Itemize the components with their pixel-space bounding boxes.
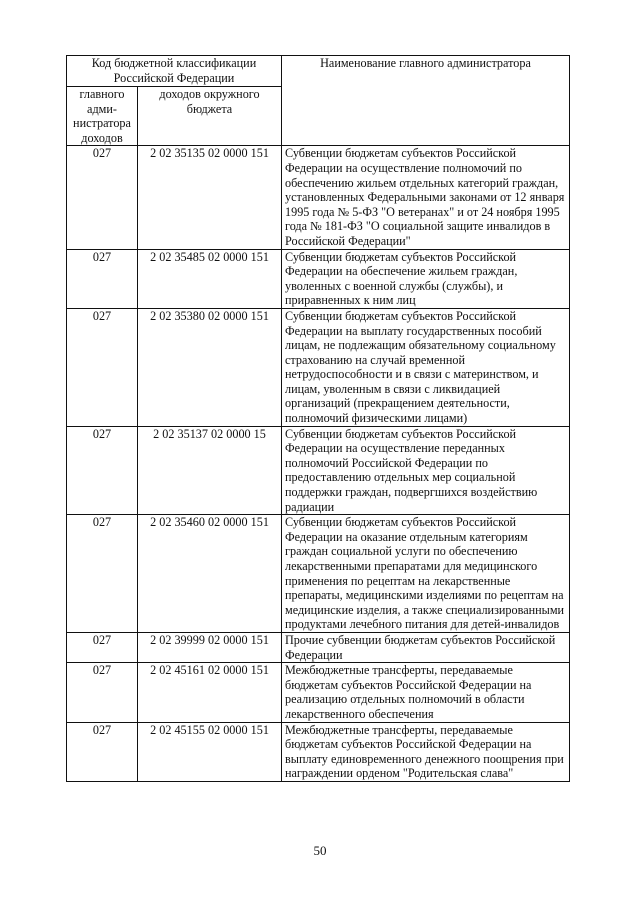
- table-body: [67, 146, 570, 782]
- administrator-code-cell: 027: [67, 146, 138, 249]
- administrator-name-header: Наименование главного администратора: [282, 56, 570, 146]
- budget-income-code-cell: 2 02 45161 02 0000 151: [138, 663, 282, 722]
- district-budget-income-header: доходов окружного бюджета: [138, 87, 282, 146]
- table-row: [67, 632, 570, 662]
- table-row: [67, 426, 570, 515]
- table-row: [67, 308, 570, 426]
- chief-administrator-header: главного адми-нистратора доходов: [67, 87, 138, 146]
- income-name-cell: Субвенции бюджетам субъектов Российской Федерации на выплату государственных пособий лицам, не подлежащим обязательному социальному страхованию на случай временной нетрудоспособности и в связи с материнством, и лицам, уволенным в связи с ликвидацией организаций (прекращением деятельности, полномочий физическими лицами): [282, 308, 570, 426]
- table-row: [67, 146, 570, 249]
- administrator-code-cell: 027: [67, 515, 138, 633]
- budget-income-code-cell: 2 02 39999 02 0000 151: [138, 632, 282, 662]
- table-row: [67, 249, 570, 308]
- table-header-row: [67, 56, 570, 87]
- budget-classification-table: [66, 55, 570, 782]
- budget-income-code-cell: 2 02 35137 02 0000 15: [138, 426, 282, 515]
- income-name-cell: Субвенции бюджетам субъектов Российской Федерации на оказание отдельным категориям граждан социальной услуги по обеспечению лекарственными препаратами для медицинского применения по рецептам на лекарственные препараты, медицинскими изделиями по рецептам на медицинские изделия, а также специализированными продуктами лечебного питания для детей-инвалидов: [282, 515, 570, 633]
- income-name-cell: Субвенции бюджетам субъектов Российской Федерации на осуществление переданных полномочий Российской Федерации по предоставлению отдельных мер социальной поддержки граждан, подвергшихся воздействию радиации: [282, 426, 570, 515]
- budget-income-code-cell: 2 02 45155 02 0000 151: [138, 722, 282, 781]
- income-name-cell: Межбюджетные трансферты, передаваемые бюджетам субъектов Российской Федерации на реализацию отдельных полномочий в области лекарственного обеспечения: [282, 663, 570, 722]
- table-row: [67, 663, 570, 722]
- budget-income-code-cell: 2 02 35380 02 0000 151: [138, 308, 282, 426]
- administrator-code-cell: 027: [67, 722, 138, 781]
- table-row: [67, 515, 570, 633]
- budget-income-code-cell: 2 02 35135 02 0000 151: [138, 146, 282, 249]
- budget-income-code-cell: 2 02 35460 02 0000 151: [138, 515, 282, 633]
- table-row: [67, 722, 570, 781]
- income-name-cell: Субвенции бюджетам субъектов Российской Федерации на осуществление полномочий по обеспечению жильем отдельных категорий граждан, установленных Федеральными законами от 12 января 1995 года № 5-ФЗ "О ветеранах" и от 24 ноября 1995 года № 181-ФЗ "О социальной защите инвалидов в Российской Федерации": [282, 146, 570, 249]
- administrator-code-cell: 027: [67, 308, 138, 426]
- administrator-code-cell: 027: [67, 663, 138, 722]
- income-name-cell: Прочие субвенции бюджетам субъектов Российской Федерации: [282, 632, 570, 662]
- income-name-cell: Субвенции бюджетам субъектов Российской Федерации на обеспечение жильем граждан, уволенных с военной службы (службы), и приравненных к ним лиц: [282, 249, 570, 308]
- classification-code-header: Код бюджетной классификации Российской Федерации: [67, 56, 282, 87]
- budget-income-code-cell: 2 02 35485 02 0000 151: [138, 249, 282, 308]
- administrator-code-cell: 027: [67, 426, 138, 515]
- income-name-cell: Межбюджетные трансферты, передаваемые бюджетам субъектов Российской Федерации на выплату единовременного денежного поощрения при награждении орденом "Родительская слава": [282, 722, 570, 781]
- administrator-code-cell: 027: [67, 632, 138, 662]
- page-number: 50: [313, 843, 327, 858]
- administrator-code-cell: 027: [67, 249, 138, 308]
